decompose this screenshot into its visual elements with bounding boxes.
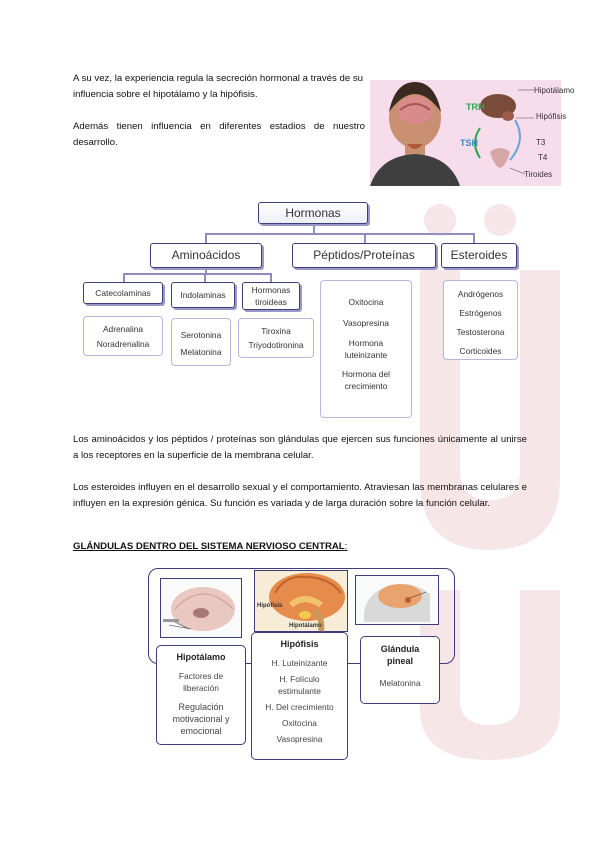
intro-paragraph-1: A su vez, la experiencia regula la secreción hormonal a través de su influencia sobre el hipotálamo y la hipófisis. bbox=[73, 73, 363, 100]
gland-item: H. Folículo estimulante bbox=[278, 674, 321, 696]
list-item: Melatonina bbox=[180, 347, 222, 357]
list-item: Vasopresina bbox=[343, 318, 389, 328]
list-item: Hormona del crecimiento bbox=[342, 369, 390, 391]
trh-label: TRH bbox=[466, 102, 485, 112]
catecolaminas-list bbox=[83, 316, 163, 356]
axis-label-hipofisis: Hipófisis bbox=[536, 112, 567, 121]
gland-title: Hipotálamo bbox=[176, 652, 226, 662]
list-item: Noradrenalina bbox=[96, 339, 150, 349]
tiroideas-list bbox=[238, 318, 314, 358]
gland-item: Oxitocina bbox=[282, 718, 317, 728]
gland-pineal bbox=[360, 636, 440, 704]
pituitary-image-label: Hipófisis bbox=[257, 603, 283, 609]
gland-title: Hipófisis bbox=[280, 639, 319, 649]
gland-item: Regulación motivacional y emocional bbox=[172, 702, 230, 736]
esteroides-list bbox=[443, 280, 518, 360]
peptidos-list bbox=[320, 280, 412, 418]
gland-item: H. Luteinizante bbox=[271, 658, 328, 668]
list-item: Andrógenos bbox=[457, 289, 504, 299]
list-item: Adrenalina bbox=[102, 324, 144, 334]
hypothalamus-image-label: Hipotálamo bbox=[289, 623, 322, 629]
gland-item: Factores de liberación bbox=[178, 671, 224, 693]
list-item: Corticoides bbox=[459, 346, 502, 356]
axis-label-hipotalamo: Hipotálamo bbox=[534, 86, 575, 95]
group-aminoacidos: Aminoácidos bbox=[150, 243, 262, 268]
tsh-label: TSH bbox=[460, 138, 478, 148]
list-item: Triyodotironina bbox=[248, 340, 304, 350]
list-item: Serotonina bbox=[180, 330, 222, 340]
list-item: Testosterona bbox=[456, 327, 505, 337]
hypothalamus-brain-image bbox=[160, 578, 242, 638]
list-item: Hormona luteinizante bbox=[344, 338, 388, 360]
section-heading: GLÁNDULAS DENTRO DEL SISTEMA NERVIOSO CENTRAL: bbox=[73, 541, 348, 552]
body-paragraph-1: Los aminoácidos y los péptidos / proteínas son glándulas que ejercen sus funciones únicamente al unirse a los receptores en la superficie de la membrana celular. bbox=[73, 434, 527, 461]
axis-label-tiroides: Tiroides bbox=[524, 170, 553, 179]
gland-item: Melatonina bbox=[379, 678, 421, 688]
indolaminas-list bbox=[171, 318, 231, 366]
intro-paragraph-2: Además tienen influencia en diferentes estadios de nuestro desarrollo. bbox=[73, 121, 365, 148]
list-item: Estrógenos bbox=[459, 308, 502, 318]
body-paragraph-2: Los esteroides influyen en el desarrollo sexual y el comportamiento. Atraviesan las membranas celulares e influyen en la expresión génica. Su función es variada y de larga duración sobre la función celular. bbox=[73, 482, 527, 509]
hypothalamus-thyroid-axis-image bbox=[370, 80, 575, 186]
gland-item: Vasopresina bbox=[276, 734, 323, 744]
hierarchy-root: Hormonas bbox=[258, 202, 368, 224]
group-esteroides: Esteroides bbox=[441, 243, 517, 268]
child-catecolaminas: Catecolaminas bbox=[83, 282, 163, 304]
list-item: Oxitocina bbox=[348, 297, 384, 307]
group-peptidos: Péptidos/Proteínas bbox=[292, 243, 436, 268]
gland-title: Glándula pineal bbox=[380, 644, 420, 666]
pineal-brain-image bbox=[355, 575, 439, 625]
gland-hipofisis bbox=[251, 632, 348, 760]
pituitary-brain-image bbox=[254, 570, 348, 632]
axis-label-t4: T4 bbox=[538, 153, 548, 162]
list-item: Tiroxina bbox=[261, 326, 291, 336]
child-hormonas-tiroideas: Hormonas tiroideas bbox=[242, 282, 300, 310]
gland-item: H. Del crecimiento bbox=[265, 702, 334, 712]
child-indolaminas: Indolaminas bbox=[171, 282, 235, 308]
axis-label-t3: T3 bbox=[536, 138, 546, 147]
gland-hipotalamo bbox=[156, 645, 246, 745]
